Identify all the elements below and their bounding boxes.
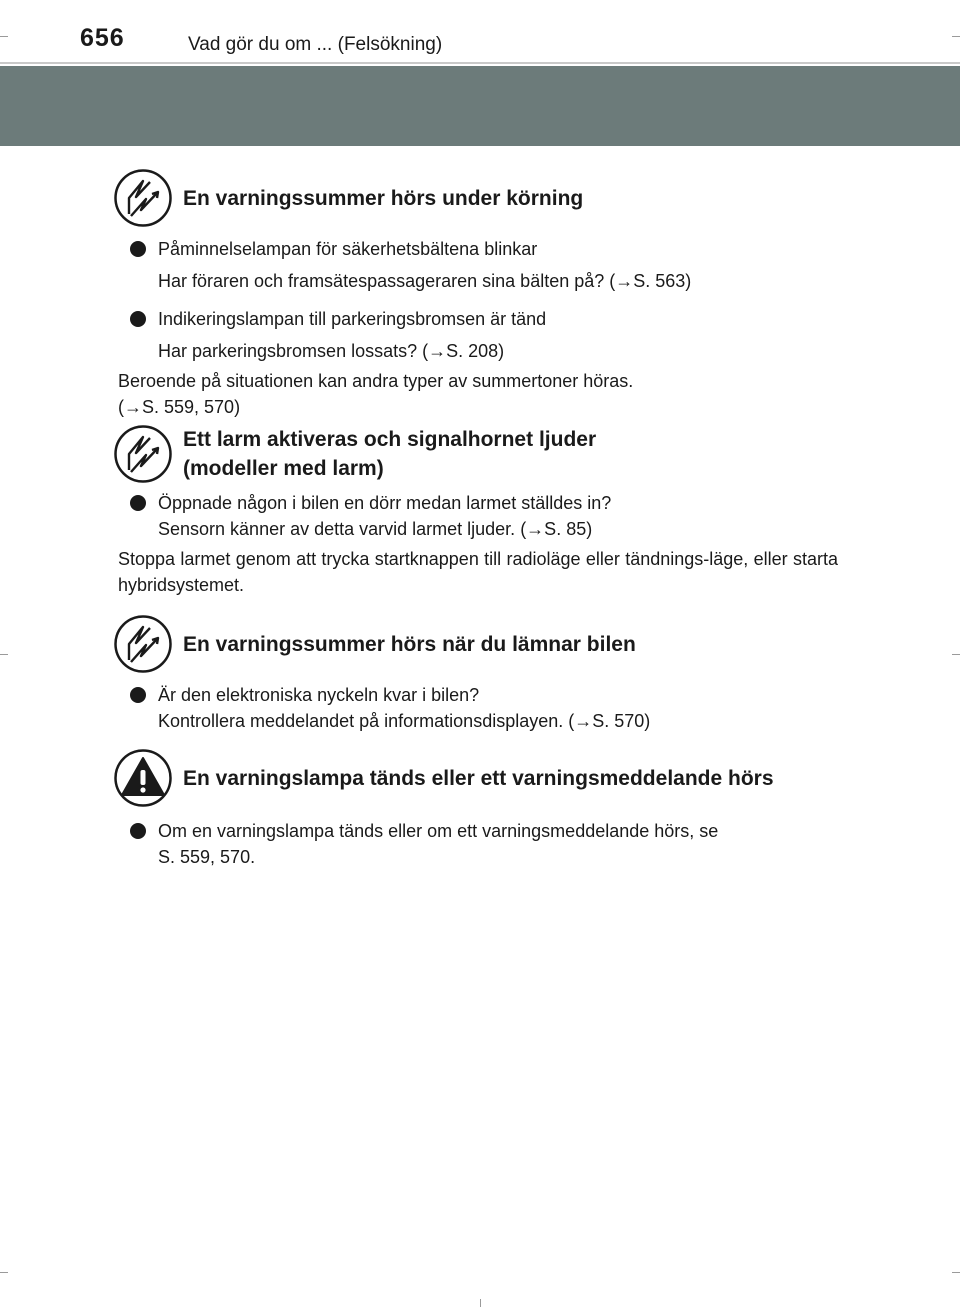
section-body [118,490,838,598]
section-title: En varningssummer hörs under körning [183,186,584,210]
section-heading [113,614,636,674]
bullet-dot [130,241,146,257]
section-heading [113,748,774,808]
section-title: En varningssummer hörs när du lämnar bilen [183,632,636,656]
section-title: En varningslampa tänds eller ett varningsmeddelande hörs [183,766,774,790]
crop-mark [0,36,8,37]
crop-mark [952,1272,960,1273]
bullet-dot [130,495,146,511]
list-item-detail: Har föraren och framsätespassageraren sina bälten på? (→S. 563) [158,271,692,291]
crop-mark [0,654,8,655]
header-rule [0,62,960,64]
section-title-line: Ett larm aktiveras och signalhornet ljuder [183,428,597,451]
list-item [118,818,838,870]
buzzer-icon [113,424,173,484]
page-number: 656 [80,24,125,52]
crop-mark [952,36,960,37]
list-item [118,682,838,734]
section-note [118,368,838,420]
list-item-detail: Har parkeringsbromsen lossats? (→S. 208) [158,341,505,361]
list-item-text: Öppnade någon i bilen en dörr medan larmet ställdes in? [158,493,612,513]
section-body [118,818,838,870]
list-item-text: Om en varningslampa tänds eller om ett varningsmeddelande hörs, se [158,821,719,841]
list-item-detail: S. 559, 570. [158,847,256,867]
section-heading [113,168,583,228]
list-item-detail: Kontrollera meddelandet på informationsdisplayen. (→S. 570) [158,711,651,731]
bullet-dot [130,311,146,327]
note-line: Beroende på situationen kan andra typer av summertoner höras. [118,371,634,391]
list-item [118,236,838,294]
buzzer-icon [113,614,173,674]
list-item-detail: Sensorn känner av detta varvid larmet ljuder. (→S. 85) [158,519,593,539]
page-title: Vad gör du om ... (Felsökning) [188,34,443,55]
list-item [118,306,838,364]
section-title-line: (modeller med larm) [183,457,384,480]
section-heading [113,424,596,484]
buzzer-icon [113,168,173,228]
section-note: Stoppa larmet genom att trycka startknappen till radioläge eller tändnings-läge, eller starta hybridsystemet. [118,549,838,595]
warning-triangle-icon [113,748,173,808]
section-title [183,425,596,483]
list-item-text: Indikeringslampan till parkeringsbromsen är tänd [158,309,547,329]
list-item-text: Är den elektroniska nyckeln kvar i bilen? [158,685,480,705]
crop-mark [480,1299,481,1307]
header-band [0,66,960,146]
section-body [118,682,838,734]
crop-mark [0,1272,8,1273]
list-item [118,490,838,542]
section-body [118,236,838,420]
crop-mark [952,654,960,655]
list-item-text: Påminnelselampan för säkerhetsbältena blinkar [158,239,538,259]
note-line: (→S. 559, 570) [118,397,241,417]
bullet-dot [130,823,146,839]
page-header [0,0,960,66]
bullet-dot [130,687,146,703]
